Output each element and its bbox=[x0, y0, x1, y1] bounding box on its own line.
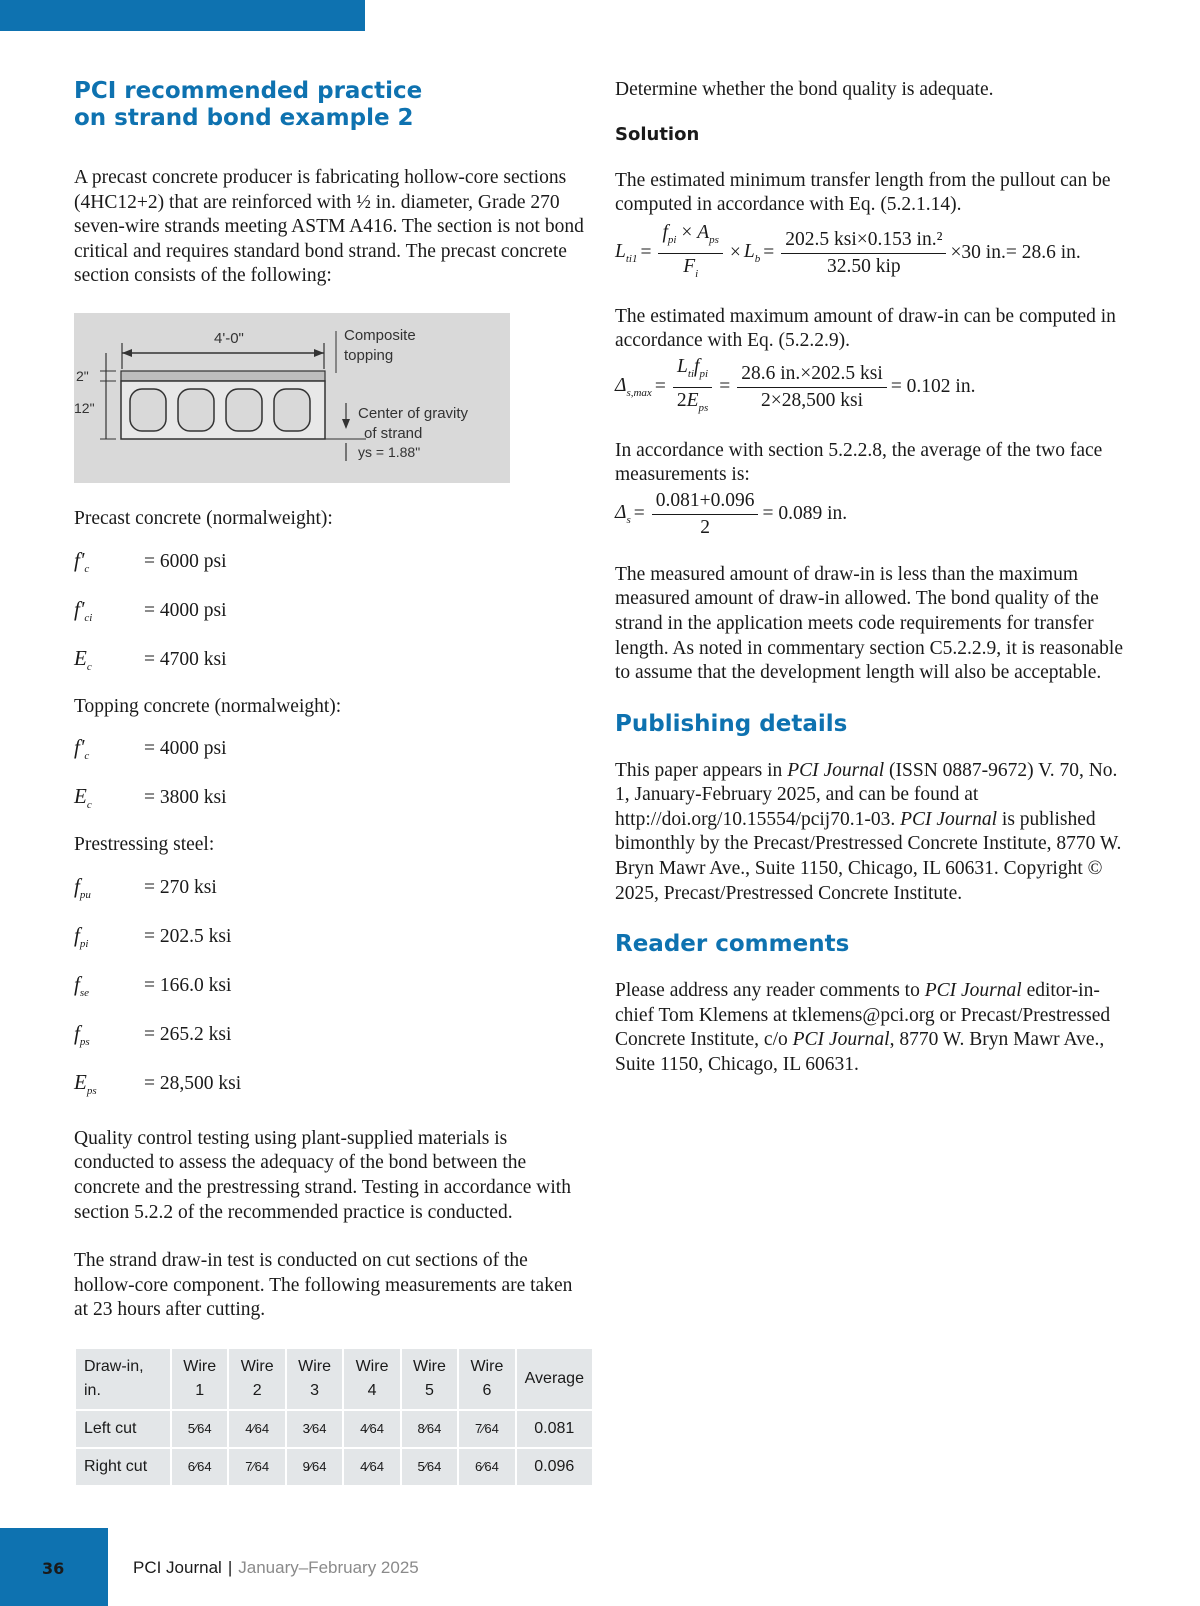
qc-paragraph: Quality control testing using plant-supplied materials is conducted to assess the adequacy of the bond between the concrete and the prestressing strand. Testing in accordance with section 5.2.2 of the recommended practice is conducted. bbox=[74, 1127, 571, 1223]
variable-subscript: ps bbox=[79, 1035, 90, 1048]
publishing-text-2: (ISSN 0887-9672) V. 70, No. 1, January-February 2025, and can be found at http://doi.org/10.15554/pcij70.1-03. bbox=[615, 759, 1118, 830]
variable-symbol-group bbox=[74, 923, 144, 950]
eq2-lhs: $\Delta_{s,max}$ bbox=[615, 375, 652, 400]
topping-label-1: Composite bbox=[344, 326, 416, 344]
eq1-numeric-fraction bbox=[781, 229, 946, 278]
publishing-text-3: is published bimonthly by the Precast/Prestressed Concrete Institute, 8770 W. Bryn Mawr Ave., Suite 1150, Chicago, IL 60631. Copyright © 2025, Precast/Prestressed Concrete Institute. bbox=[615, 808, 1122, 904]
row-label: Left cut bbox=[75, 1410, 171, 1448]
table-header-row bbox=[75, 1348, 593, 1410]
variable-subscript: c bbox=[86, 660, 92, 673]
eq2-denominator: 2×28,500 ksi bbox=[761, 389, 864, 411]
eq2-numerator: 28.6 in.×202.5 ksi bbox=[737, 363, 887, 388]
variable-symbol: f' bbox=[74, 735, 85, 760]
variable-subscript: pi bbox=[79, 937, 89, 950]
variable-value: = 270 ksi bbox=[144, 876, 217, 898]
variable-value: = 4000 psi bbox=[144, 599, 227, 621]
article-title bbox=[74, 78, 584, 132]
variable-row bbox=[74, 735, 584, 784]
topping-heading: Topping concrete (normalweight): bbox=[74, 695, 342, 717]
page-number: 36 bbox=[42, 1559, 65, 1578]
solution-heading: Solution bbox=[615, 123, 700, 145]
table-cell: 7⁄64 bbox=[458, 1410, 515, 1448]
variable-symbol-group bbox=[74, 735, 144, 762]
variable-subscript: ps bbox=[86, 1084, 97, 1097]
eq2-symbolic-fraction: $\frac{L_{ti}f_{pi}}{2E_{ps}}$ bbox=[673, 356, 712, 419]
variable-row bbox=[74, 923, 584, 972]
eq1-denominator: 32.50 kip bbox=[827, 255, 901, 277]
reader-text-3: , 8770 W. Bryn Mawr Ave., Suite 1150, Chicago, IL 60631. bbox=[615, 1029, 1105, 1076]
table-average: 0.081 bbox=[516, 1410, 593, 1448]
cg-label-1: Center of gravity bbox=[358, 404, 469, 422]
table-cell: 4⁄64 bbox=[343, 1448, 400, 1486]
table-cell: 3⁄64 bbox=[286, 1410, 343, 1448]
eq1-result: ×30 in.= 28.6 in. bbox=[950, 242, 1081, 264]
drawin-paragraph: The strand draw-in test is conducted on cut sections of the hollow-core component. The following measurements are taken at 23 hours after cutting. bbox=[74, 1250, 573, 1321]
variable-row bbox=[74, 597, 584, 646]
footer-date: January–February 2025 bbox=[238, 1558, 419, 1577]
publishing-text-1: This paper appears in bbox=[615, 759, 788, 781]
variable-symbol: f bbox=[74, 971, 80, 996]
variable-symbol: f bbox=[74, 873, 80, 898]
variable-symbol: f bbox=[74, 922, 80, 947]
table-cell: 6⁄64 bbox=[171, 1448, 228, 1486]
variable-symbol-group bbox=[74, 646, 144, 673]
header-wire-6: Wire 6 bbox=[458, 1348, 515, 1410]
right-column bbox=[615, 78, 1135, 1102]
table-cell: 9⁄64 bbox=[286, 1448, 343, 1486]
table-row bbox=[75, 1410, 593, 1448]
variable-symbol: E bbox=[74, 645, 87, 670]
variable-row bbox=[74, 548, 584, 597]
variable-row bbox=[74, 646, 584, 695]
row-label: Right cut bbox=[75, 1448, 171, 1486]
variable-value: = 202.5 ksi bbox=[144, 925, 232, 947]
conclusion-paragraph: The measured amount of draw-in is less than the maximum measured amount of draw-in allowed. The bond quality of the strand in the application meets code requirements for transfer length. As noted in commentary section C5.2.2.9, it is reasonable to assume that the development length will also be acceptable. bbox=[615, 563, 1123, 684]
precast-heading: Precast concrete (normalweight): bbox=[74, 507, 333, 529]
width-label: 4'-0" bbox=[214, 329, 244, 347]
variable-value: = 4000 psi bbox=[144, 738, 227, 760]
eq3-lhs: $\Delta_s$ bbox=[615, 502, 631, 527]
variable-value: = 3800 ksi bbox=[144, 787, 227, 809]
steel-heading: Prestressing steel: bbox=[74, 834, 215, 856]
precast-variables bbox=[74, 548, 584, 695]
variable-symbol-group bbox=[74, 784, 144, 811]
topping-label-2: topping bbox=[344, 346, 394, 364]
table-cell: 4⁄64 bbox=[343, 1410, 400, 1448]
eq1-symbolic-fraction: $\frac{f_{pi} \times A_{ps}}{F_i}$ bbox=[658, 222, 722, 285]
variable-value: = 265.2 ksi bbox=[144, 1023, 232, 1045]
variable-symbol-group bbox=[74, 597, 144, 624]
left-column bbox=[74, 78, 584, 1487]
topping-variables bbox=[74, 735, 584, 833]
reader-journal-2: PCI Journal bbox=[792, 1029, 890, 1051]
table-cell: 8⁄64 bbox=[401, 1410, 458, 1448]
eq3-denominator: 2 bbox=[700, 516, 710, 538]
table-row bbox=[75, 1448, 593, 1486]
publishing-journal-2: PCI Journal bbox=[900, 808, 998, 830]
cg-label-2: of strand bbox=[364, 424, 423, 442]
header-wire-4: Wire 4 bbox=[343, 1348, 400, 1410]
depth-dim-label: 12" bbox=[74, 399, 95, 416]
variable-subscript: pu bbox=[79, 888, 91, 901]
footer-separator: | bbox=[227, 1558, 233, 1577]
equation-max-drawin: $\Delta_{s,max}$ = $\frac{L_{ti}f_{pi}}{2E_{ps}}$ = $\frac{\text{28.6 in.×202.5 ksi}}{\text{2×28,500 ksi}}$ = 0.102 in. bbox=[615, 356, 1135, 419]
table-cell: 7⁄64 bbox=[228, 1448, 285, 1486]
header-wire-3: Wire 3 bbox=[286, 1348, 343, 1410]
title-line-2: on strand bond example 2 bbox=[74, 105, 414, 131]
variable-symbol: f' bbox=[74, 547, 85, 572]
header-wire-2: Wire 2 bbox=[228, 1348, 285, 1410]
eq2-result: = 0.102 in. bbox=[890, 376, 976, 398]
variable-subscript: ci bbox=[84, 611, 93, 624]
table-cell: 5⁄64 bbox=[401, 1448, 458, 1486]
variable-symbol-group bbox=[74, 1070, 144, 1097]
top-accent-bar bbox=[0, 0, 365, 31]
reader-text-1: Please address any reader comments to bbox=[615, 980, 925, 1002]
variable-subscript: se bbox=[79, 986, 90, 999]
eq3-numerator: 0.081+0.096 bbox=[652, 490, 759, 515]
variable-symbol: E bbox=[74, 1069, 87, 1094]
transfer-paragraph: The estimated minimum transfer length from the pullout can be computed in accordance with Eq. (5.2.1.14). bbox=[615, 169, 1111, 216]
cg-value: ys = 1.88" bbox=[358, 443, 421, 460]
variable-subscript: c bbox=[84, 750, 90, 763]
drawin-max-paragraph: The estimated maximum amount of draw-in can be computed in accordance with Eq. (5.2.2.9). bbox=[615, 305, 1116, 352]
variable-symbol-group bbox=[74, 1021, 144, 1048]
header-average: Average bbox=[516, 1348, 593, 1410]
publishing-paragraph bbox=[615, 759, 1135, 907]
eq3-fraction bbox=[652, 490, 759, 539]
publishing-heading: Publishing details bbox=[615, 710, 848, 737]
table-average: 0.096 bbox=[516, 1448, 593, 1486]
eq3-result: = 0.089 in. bbox=[762, 503, 848, 525]
eq1-numerator: 202.5 ksi×0.153 in.² bbox=[781, 229, 946, 254]
variable-symbol: f' bbox=[74, 596, 85, 621]
variable-value: = 28,500 ksi bbox=[144, 1072, 242, 1094]
drawin-table bbox=[74, 1347, 594, 1487]
reader-heading: Reader comments bbox=[615, 931, 850, 958]
variable-value: = 166.0 ksi bbox=[144, 974, 232, 996]
intro-paragraph: A precast concrete producer is fabricating hollow-core sections (4HC12+2) that are reinforced with ½ in. diameter, Grade 270 seven-wire strands meeting ASTM A416. The section is not bond critical and requires standard bond strand. The precast concrete section consists of the following: bbox=[74, 167, 584, 287]
reader-text-2: editor-in-chief Tom Klemens at tklemens@pci.org or Precast/Prestressed Concrete Institute, c/o bbox=[615, 980, 1111, 1051]
variable-symbol: E bbox=[74, 784, 87, 809]
title-line-1: PCI recommended practice bbox=[74, 78, 423, 104]
variable-row bbox=[74, 972, 584, 1021]
variable-symbol-group bbox=[74, 548, 144, 575]
average-paragraph: In accordance with section 5.2.2.8, the average of the two face measurements is: bbox=[615, 439, 1103, 486]
variable-value: = 6000 psi bbox=[144, 550, 227, 572]
variable-row bbox=[74, 1021, 584, 1070]
table-cell: 6⁄64 bbox=[458, 1448, 515, 1486]
variable-subscript: c bbox=[84, 562, 90, 575]
table-cell: 4⁄64 bbox=[228, 1410, 285, 1448]
header-wire-5: Wire 5 bbox=[401, 1348, 458, 1410]
eq1-lhs: $L_{ti1}$ bbox=[615, 241, 638, 266]
variable-subscript: c bbox=[86, 799, 92, 812]
hollow-core-section-figure bbox=[74, 313, 510, 483]
header-wire-1: Wire 1 bbox=[171, 1348, 228, 1410]
header-drawin: Draw-in, in. bbox=[75, 1348, 171, 1410]
variable-row bbox=[74, 874, 584, 923]
variable-row bbox=[74, 784, 584, 833]
variable-symbol-group bbox=[74, 972, 144, 999]
topping-dim-label: 2" bbox=[76, 367, 89, 384]
variable-value: = 4700 ksi bbox=[144, 648, 227, 670]
equation-transfer-length: $L_{ti1}$ = $\frac{f_{pi} \times A_{ps}}{F_i}$ × $L_b$ = $\frac{\text{202.5 ksi×0.153 in.²}}{\text{32.50 kip}}$ ×30 in.= 28.6 in. bbox=[615, 222, 1135, 285]
section-diagram bbox=[74, 313, 510, 483]
variable-symbol-group bbox=[74, 874, 144, 901]
determine-paragraph: Determine whether the bond quality is adequate. bbox=[615, 79, 994, 100]
footer-running-title bbox=[133, 1558, 419, 1578]
reader-paragraph bbox=[615, 979, 1135, 1077]
eq2-numeric-fraction bbox=[737, 363, 887, 412]
equation-average: $\Delta_s$ = $\frac{0.081+0.096}{2}$ = 0.089 in. bbox=[615, 489, 848, 538]
steel-variables bbox=[74, 874, 584, 1119]
variable-symbol: f bbox=[74, 1020, 80, 1045]
publishing-journal-1: PCI Journal bbox=[787, 759, 885, 781]
table-cell: 5⁄64 bbox=[171, 1410, 228, 1448]
variable-row bbox=[74, 1070, 584, 1119]
reader-journal-1: PCI Journal bbox=[924, 980, 1022, 1002]
footer-journal: PCI Journal bbox=[133, 1558, 222, 1577]
